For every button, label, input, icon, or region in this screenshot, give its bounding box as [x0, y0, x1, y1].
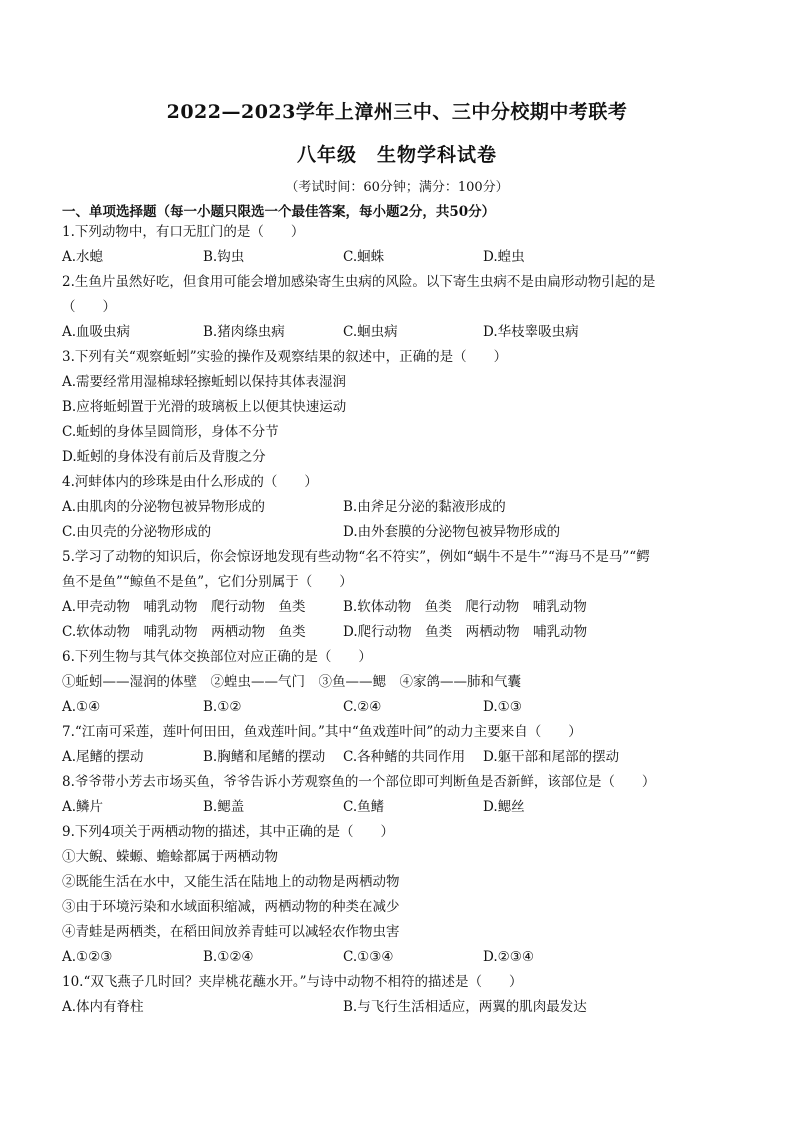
q1-option-a: A.水螅 [62, 249, 104, 265]
q1-option-d: D.蝗虫 [483, 249, 525, 265]
q8-option-c: C.鱼鳍 [343, 799, 385, 815]
question-2-stem-cont: （ ） [62, 299, 116, 315]
q3-option-a: A.需要经常用湿棉球轻擦蚯蚓以保持其体表湿润 [62, 374, 347, 390]
q1-option-c: C.蛔蛛 [343, 249, 385, 265]
question-3-stem: 3.下列有关“观察蚯蚓”实验的操作及观察结果的叙述中，正确的是（ ） [62, 349, 508, 365]
question-6-items: ①蚯蚓——湿润的体壁 ②蝗虫——气门 ③鱼——鳃 ④家鸽——肺和气囊 [62, 674, 521, 690]
q9-option-d: D.②③④ [483, 949, 534, 965]
q2-option-b: B.猪肉绦虫病 [203, 324, 285, 340]
q1-option-b: B.钩虫 [203, 249, 245, 265]
q5-option-c: C.软体动物 哺乳动物 两栖动物 鱼类 [62, 624, 306, 640]
q3-option-b: B.应将蚯蚓置于光滑的玻璃板上以便其快速运动 [62, 399, 347, 415]
q4-option-d: D.由外套膜的分泌物包被异物形成的 [343, 524, 561, 540]
exam-title: 2022—2023学年上漳州三中、三中分校期中考联考 [166, 101, 628, 123]
question-10-stem: 10.“双飞燕子几时回？夹岸桃花蘸水开。”与诗中动物不相符的描述是（ ） [62, 974, 523, 990]
section-title: 一、单项选择题（每一小题只限选一个最佳答案，每小题2分，共50分） [62, 204, 496, 220]
q9-item-1: ①大鲵、蝾螈、蟾蜍都属于两栖动物 [62, 849, 278, 865]
q9-option-a: A.①②③ [62, 949, 113, 965]
q4-option-a: A.由肌肉的分泌物包被异物形成的 [62, 499, 266, 515]
question-5-stem-cont: 鱼不是鱼”“鲸鱼不是鱼”，它们分别属于（ ） [62, 574, 353, 590]
q9-option-c: C.①③④ [343, 949, 394, 965]
q8-option-d: D.鳃丝 [483, 799, 525, 815]
question-4-stem: 4.河蚌体内的珍珠是由什么形成的（ ） [62, 474, 318, 490]
q3-option-c: C.蚯蚓的身体呈圆筒形，身体不分节 [62, 424, 279, 440]
q2-option-a: A.血吸虫病 [62, 324, 131, 340]
q5-option-a: A.甲壳动物 哺乳动物 爬行动物 鱼类 [62, 599, 306, 615]
q7-option-c: C.各种鳍的共同作用 [343, 749, 466, 765]
q10-option-a: A.体内有脊柱 [62, 999, 144, 1015]
q9-item-4: ④青蛙是两栖类，在稻田间放养青蛙可以减轻农作物虫害 [62, 924, 400, 940]
question-2-stem: 2.生鱼片虽然好吃，但食用可能会增加感染寄生虫病的风险。以下寄生虫病不是由扁形动物引起的是 [62, 274, 656, 290]
question-5-stem: 5.学习了动物的知识后，你会惊讶地发现有些动物“名不符实”，例如“蜗牛不是牛”“海马不是马”“鳄 [62, 549, 650, 565]
q4-option-c: C.由贝壳的分泌物形成的 [62, 524, 212, 540]
q9-option-b: B.①②④ [203, 949, 254, 965]
question-8-stem: 8.爷爷带小芳去市场买鱼，爷爷告诉小芳观察鱼的一个部位即可判断鱼是否新鲜，该部位是（ ） [62, 774, 656, 790]
q2-option-c: C.蛔虫病 [343, 324, 398, 340]
q2-option-d: D.华枝睾吸虫病 [483, 324, 579, 340]
question-9-stem: 9.下列4项关于两栖动物的描述，其中正确的是（ ） [62, 824, 394, 840]
q7-option-d: D.躯干部和尾部的摆动 [483, 749, 620, 765]
question-6-stem: 6.下列生物与其气体交换部位对应正确的是（ ） [62, 649, 372, 665]
exam-subtitle: 八年级 生物学科试卷 [296, 144, 497, 166]
q9-item-3: ③由于环境污染和水域面积缩减，两栖动物的种类在减少 [62, 899, 400, 915]
q6-option-a: A.①④ [62, 699, 101, 715]
q6-option-d: D.①③ [483, 699, 522, 715]
q4-option-b: B.由斧足分泌的黏液形成的 [343, 499, 506, 515]
q7-option-b: B.胸鳍和尾鳍的摆动 [203, 749, 326, 765]
q8-option-b: B.鳃盖 [203, 799, 245, 815]
question-1-stem: 1.下列动物中，有口无肛门的是（ ） [62, 224, 305, 240]
q6-option-b: B.①② [203, 699, 242, 715]
q6-option-c: C.②④ [343, 699, 382, 715]
question-7-stem: 7.“江南可采莲，莲叶何田田，鱼戏莲叶间。”其中“鱼戏莲叶间”的动力主要来自（ ） [62, 724, 582, 740]
exam-info: （考试时间：60分钟；满分：100分） [285, 180, 509, 195]
q5-option-b: B.软体动物 鱼类 爬行动物 哺乳动物 [343, 599, 587, 615]
q10-option-b: B.与飞行生活相适应，两翼的肌肉最发达 [343, 999, 587, 1015]
q3-option-d: D.蚯蚓的身体没有前后及背腹之分 [62, 449, 266, 465]
q5-option-d: D.爬行动物 鱼类 两栖动物 哺乳动物 [343, 624, 588, 640]
q9-item-2: ②既能生活在水中，又能生活在陆地上的动物是两栖动物 [62, 874, 400, 890]
q7-option-a: A.尾鳍的摆动 [62, 749, 144, 765]
q8-option-a: A.鳞片 [62, 799, 104, 815]
